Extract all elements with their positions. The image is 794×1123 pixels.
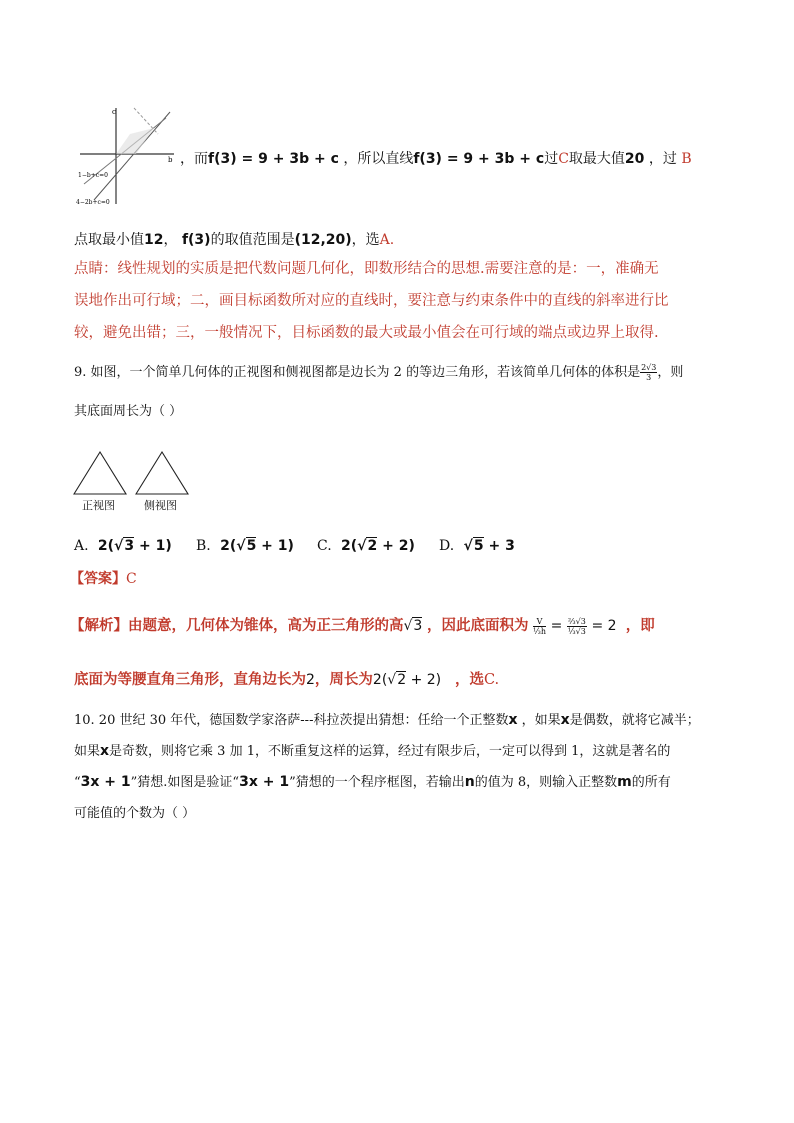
question-text: 9. 如图，一个简单几何体的正视图和侧视图都是边长为 2 的等边三角形，若该简单几何体的体积是 bbox=[74, 365, 641, 380]
text: 是偶数，就将它减半； bbox=[569, 713, 700, 728]
analysis-text: ，选 bbox=[454, 671, 484, 688]
choice: A. bbox=[379, 232, 395, 248]
side-view-triangle bbox=[136, 452, 188, 494]
point-b: B bbox=[681, 151, 692, 167]
value: 20 bbox=[624, 151, 645, 167]
text: ，而 bbox=[180, 151, 208, 167]
analysis-tag: 【解析】 bbox=[70, 617, 128, 634]
feasible-region-graph bbox=[74, 104, 178, 208]
expr: 2( bbox=[97, 538, 115, 554]
expr: 3x + 1 bbox=[80, 774, 131, 790]
expr: 2( bbox=[220, 538, 237, 554]
three-view-figure bbox=[72, 450, 196, 498]
var-x: x bbox=[100, 743, 110, 759]
fraction-v-over-h bbox=[533, 617, 546, 636]
radicand: 2 bbox=[397, 672, 407, 688]
expr: f(3) bbox=[181, 232, 211, 248]
text: 的取值范围是 bbox=[210, 232, 295, 248]
note-line3: 较，避免出错；三，一般情况下，目标函数的最大或最小值会在可行域的端点或边界上取得. bbox=[74, 325, 659, 341]
option-a-expr: 2(√3 + 1) bbox=[97, 538, 172, 554]
option-b-expr: 2(√5 + 1) bbox=[220, 538, 294, 554]
answer-value: C bbox=[126, 571, 137, 587]
analysis-text: ，周长为 bbox=[314, 671, 373, 688]
axis-c-label: c bbox=[112, 108, 116, 116]
line2-label: 4−2b+c=0 bbox=[76, 199, 110, 206]
text: 如果 bbox=[74, 744, 101, 759]
line1-label: 1−b+c=0 bbox=[78, 172, 108, 179]
frac-num: V bbox=[533, 617, 546, 627]
text: 的所有 bbox=[631, 775, 671, 790]
q8-line1 bbox=[180, 148, 692, 168]
text: ，则 bbox=[657, 365, 684, 380]
volume-fraction bbox=[640, 363, 657, 382]
expr: 3x + 1 bbox=[239, 774, 290, 790]
expr: + 2) bbox=[377, 538, 415, 554]
text: ，如果 bbox=[521, 713, 561, 728]
result: = 2 bbox=[591, 618, 617, 634]
q9-line2: 其底面周长为（ ） bbox=[74, 404, 183, 419]
choice: C. bbox=[483, 672, 500, 688]
analysis-line1 bbox=[70, 614, 655, 636]
frac-den: ⅓√3 bbox=[567, 626, 586, 636]
option-d-expr: √5 + 3 bbox=[458, 538, 515, 554]
var-m: m bbox=[617, 774, 632, 790]
q10-line2 bbox=[74, 740, 670, 759]
text: 取最大值 bbox=[568, 151, 625, 167]
frac-num: 2√3 bbox=[641, 363, 657, 372]
point-c: C bbox=[558, 151, 569, 167]
option-b bbox=[196, 538, 294, 554]
range: (12,20) bbox=[294, 232, 352, 248]
value: 12 bbox=[144, 232, 164, 248]
expr: + 3 bbox=[483, 538, 515, 554]
note-line2: 误地作出可行域；二，画目标函数所对应的直线时，要注意与约束条件中的直线的斜率进行比 bbox=[74, 293, 669, 309]
analysis-text: 底面为等腰直角三角形，直角边长为 bbox=[74, 671, 306, 688]
expr: + 1) bbox=[256, 538, 294, 554]
text: “ bbox=[74, 775, 81, 790]
q10-line4: 可能值的个数为（ ） bbox=[74, 806, 196, 821]
text: 的值为 8，则输入正整数 bbox=[474, 775, 618, 790]
var-x: x bbox=[560, 712, 570, 728]
analysis-text: 由题意，几何体为锥体，高为正三角形的高 bbox=[128, 617, 404, 634]
analysis-text: ，因此底面积为 bbox=[426, 617, 529, 634]
radicand: 5 bbox=[473, 538, 484, 554]
fraction-area bbox=[567, 617, 587, 636]
text: ，所以直线 bbox=[343, 151, 414, 167]
option-c bbox=[317, 538, 415, 554]
var-x: x bbox=[508, 712, 518, 728]
option-label: B. bbox=[196, 538, 211, 554]
text: ， bbox=[163, 232, 178, 248]
answer-line bbox=[70, 568, 137, 588]
text: ，过 bbox=[648, 151, 677, 167]
frac-den: ⅓h bbox=[533, 626, 546, 636]
option-d bbox=[439, 538, 515, 554]
option-c-expr: 2(√2 + 2) bbox=[341, 538, 415, 554]
value: 2 bbox=[306, 672, 315, 688]
option-label: C. bbox=[317, 538, 332, 554]
frac-den: 3 bbox=[646, 373, 652, 382]
var-n: n bbox=[464, 774, 475, 790]
q8-line2 bbox=[74, 229, 394, 249]
frac-num: ⅔√3 bbox=[567, 616, 586, 626]
text: ”猜想.如图是验证“ bbox=[130, 775, 240, 790]
radicand: 3 bbox=[124, 538, 135, 554]
answer-tag: 【答案】 bbox=[70, 571, 126, 587]
note-line1: 点睛：线性规划的实质是把代数问题几何化，即数形结合的思想.需要注意的是：一，准确无 bbox=[74, 261, 659, 277]
radicand: 5 bbox=[246, 538, 257, 554]
perimeter-expr: 2(√2 + 2) bbox=[372, 672, 442, 688]
text: ”猜想的一个程序框图，若输出 bbox=[289, 775, 465, 790]
expr: + 1) bbox=[134, 538, 172, 554]
expr: + 2) bbox=[406, 672, 442, 688]
q10-line3 bbox=[74, 771, 671, 790]
option-label: D. bbox=[439, 538, 455, 554]
axis-b-label: b bbox=[168, 156, 173, 164]
expr: 2( bbox=[341, 538, 358, 554]
radicand: 3 bbox=[413, 618, 423, 634]
expr: f(3) = 9 + 3b + c bbox=[413, 151, 545, 167]
side-view-label: 侧视图 bbox=[144, 499, 177, 512]
analysis-line2 bbox=[74, 668, 499, 689]
analysis-text: ，即 bbox=[625, 617, 655, 634]
option-label: A. bbox=[74, 538, 89, 554]
sqrt3-expr: √3 bbox=[403, 618, 423, 634]
text: ，选 bbox=[351, 232, 380, 248]
option-a bbox=[74, 538, 172, 554]
front-view-label: 正视图 bbox=[82, 499, 115, 512]
text: 点取最小值 bbox=[74, 232, 144, 248]
q10-line1 bbox=[74, 709, 700, 728]
text: 过 bbox=[544, 151, 559, 167]
q9-line1 bbox=[74, 361, 683, 382]
question-text: 10. 20 世纪 30 年代，德国数学家洛萨---科拉茨提出猜想：任给一个正整数 bbox=[74, 713, 509, 728]
expr: f(3) = 9 + 3b + c bbox=[208, 151, 339, 167]
front-view-triangle bbox=[74, 452, 126, 494]
text: 是奇数，则将它乘 3 加 1，不断重复这样的运算，经过有限步后，一定可以得到 1，这就是著名的 bbox=[109, 744, 671, 759]
radicand: 2 bbox=[367, 538, 378, 554]
equals: = bbox=[550, 618, 563, 634]
expr: 2( bbox=[372, 672, 388, 688]
